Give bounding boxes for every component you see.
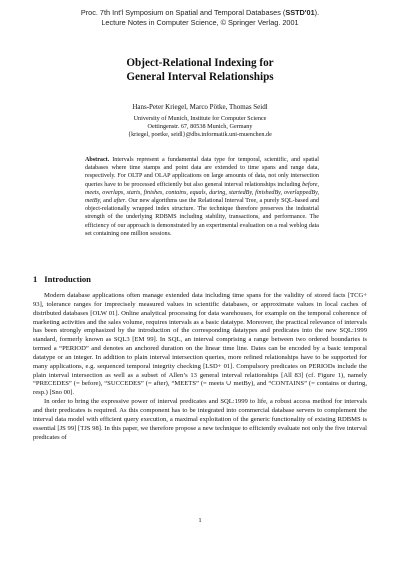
title-line-2: General Interval Relationships: [126, 70, 274, 83]
abstract-label: Abstract.: [85, 157, 110, 163]
venue-header: [40, 8, 360, 27]
title-line-1: Object-Relational Indexing for: [126, 57, 274, 69]
affiliation: [40, 115, 360, 140]
introduction-body: [33, 292, 367, 442]
paragraph: Modern database applications often manage extended data including time spans for the validity of stored facts [TCG+ 93], tolerance ranges for imprecisely measured values in scientific databases, or approximate values in local caches of distributed databases [OLW 01]. Online analytical processing for data warehouses, for example on the temporal coherence of marketing activities and the sales volume, requires intervals as a basic datatype. Moreover, the practical relevance of intervals has been strongly emphasized by the introduction of the corresponding datatypes and predicates into the new SQL:1999 standard, formerly known as SQL3 [EM 99]. In SQL, an interval comprising a range between two ordered boundaries is termed a “PERIOD” and denotes an anchored duration on the linear time line. Dates can be encoded by a basic temporal datatype or an integer. In addition to plain interval intersection queries, more refined relationships have to be supported for many applications, e.g. sequenced temporal integrity checking [LSD+ 01]. Compulsory predicates on PERIODs include the plain interval intersection as well as a subset of Allen’s 13 general interval relationships [All 83] (cf. Figure 1), namely “PRECEDES” (= before), “SUCCEDES” (= after), “MEETS” (= meets ∪ metBy), and “CONTAINS” (= contains or during, resp.) [Sno 00].: [33, 292, 367, 397]
paragraph: In order to bring the expressive power of interval predicates and SQL:1999 to life, a robust access method for intervals and their predicates is required. As this component has to be integrated into commercial database servers to complement the interval data model with efficient query execution, a maximal exploitation of the generic functionality of existing RDBMS is essential [JS 99] [TJS 98]. In this paper, we therefore propose a new technique to efficiently evaluate not only the five interval predicates of: [33, 398, 367, 441]
venue-line-2: Lecture Notes in Computer Science, © Springer Verlag. 2001: [101, 17, 299, 27]
section-heading-introduction: [33, 274, 91, 284]
section-title: Introduction: [44, 274, 91, 284]
relation-list: before, meets, overlaps, starts, finishes, contains, equals, during, startedBy, finishedBy, overlappedBy, metBy,: [85, 181, 319, 205]
author-list: Hans-Peter Kriegel, Marco Pötke, Thomas Seidl: [132, 103, 268, 111]
affiliation-address: Oettingenstr. 67, 80538 Munich, Germany: [147, 123, 253, 131]
paper-title: [40, 57, 360, 84]
affiliation-institute: University of Munich, Institute for Computer Science: [133, 115, 267, 122]
venue-line-1: Proc. 7th Int'l Symposium on Spatial and Temporal Databases (SSTD'01).: [80, 8, 320, 17]
page-number: 1: [198, 517, 202, 524]
section-number: 1: [33, 274, 38, 284]
affiliation-email: {kriegel, poetke, seidl}@dbs.informatik.uni-muenchen.de: [128, 131, 272, 139]
venue-acronym: SSTD'01: [285, 8, 315, 17]
abstract: Abstract. Intervals represent a fundamental data type for temporal, scientific, and spatial databases where time stamps and point data are extended to time spans and range data, respectively. For OLTP and OLAP applications on large amounts of data, not only intersection queries have to be processed efficiently but also general interval relationships including before, meets, overlaps, starts, finishes, contains, equals, during, startedBy, finishedBy, overlappedBy, metBy, and after. Our new algorithms use the Relational Interval Tree, a purely SQL-based and object-relationally wrapped index structure. The technique therefore preserves the industrial strength of the underlying RDBMS including stability, transactions, and performance. The efficiency of our approach is demonstrated by an experimental evaluation on a real weblog data set containing one million sessions.: [85, 157, 319, 237]
